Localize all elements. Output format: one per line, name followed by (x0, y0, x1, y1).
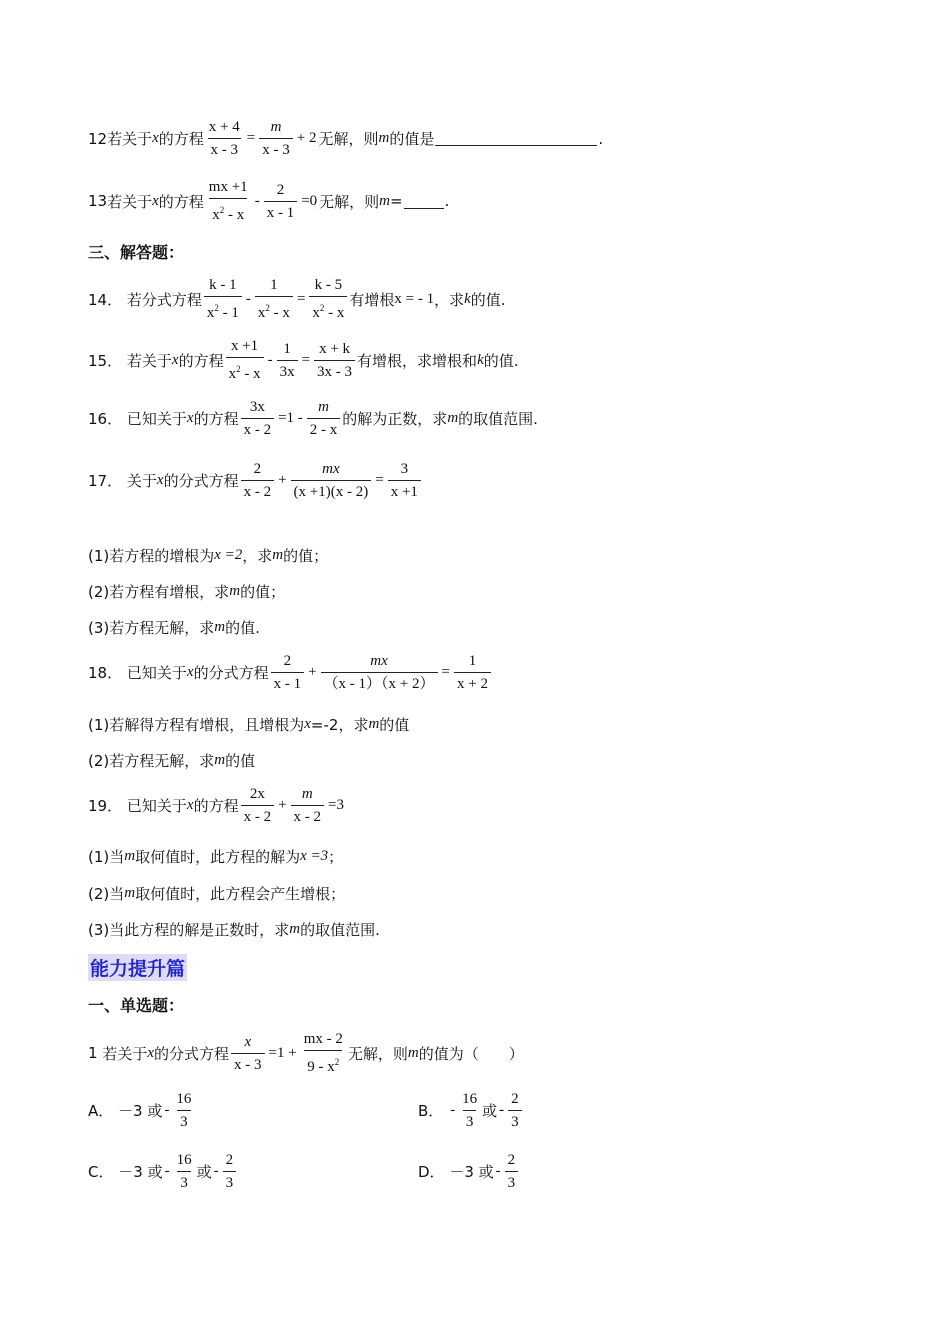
variable: m (289, 921, 301, 937)
text: 的值. (483, 351, 519, 370)
minus: - (499, 1102, 505, 1118)
question-number: 15． (88, 351, 123, 370)
variable: x (171, 351, 179, 368)
root-expression: x =2 (214, 547, 243, 563)
root-expression: x =3 (300, 848, 329, 864)
root-expression: x = - 1 (394, 290, 435, 307)
numerator: 2 (511, 1091, 519, 1107)
equals: = (246, 130, 256, 146)
equals: = (441, 664, 450, 680)
section-heading: 一、单选题： (88, 996, 185, 1015)
denominator: 3x (277, 360, 298, 381)
variable: m (124, 848, 136, 864)
mc-question-1 (88, 1030, 524, 1076)
text: 的值 (379, 716, 410, 734)
text: 的分式方程 (163, 472, 239, 490)
variable: x (186, 797, 194, 813)
fraction (231, 1033, 265, 1074)
question-19 (88, 785, 346, 826)
fraction (301, 1030, 346, 1076)
text: 的方程 (158, 192, 204, 211)
denominator: 2 - x (307, 418, 341, 439)
denominator-rest: - x (240, 366, 261, 382)
text: 的方程 (193, 410, 239, 428)
variable: m (272, 547, 284, 563)
answer-blank[interactable] (404, 194, 444, 209)
plus: + (308, 664, 317, 680)
numerator: k - 5 (314, 277, 343, 293)
fraction (223, 1151, 237, 1192)
chapter-caption: 能力提升篇 (88, 954, 187, 981)
text: (2)若方程有增根，求 (88, 583, 230, 601)
equals-zero: =0 (301, 192, 318, 209)
denominator: x - 2 (241, 418, 275, 439)
numerator: 2 (507, 1152, 516, 1168)
text: (2)当 (88, 885, 125, 903)
equals: =3 (328, 797, 345, 813)
variable: x (186, 410, 194, 426)
text: 的值 (225, 752, 256, 770)
equals: = (375, 472, 384, 488)
denominator: x - 3 (208, 138, 242, 159)
text: 的值. (470, 290, 506, 309)
denominator: 3 (463, 1110, 477, 1131)
text: －3 或 (449, 1163, 494, 1181)
text: . (444, 192, 450, 210)
equals: = (301, 351, 311, 368)
text: =-2，求 (310, 716, 369, 734)
denominator (304, 1050, 342, 1076)
text: 已知关于 (126, 664, 187, 682)
denominator: x - 2 (291, 805, 325, 826)
text: 的方程 (193, 797, 239, 815)
variable: x (152, 130, 159, 146)
text: 的方程 (178, 351, 224, 370)
fraction (226, 337, 264, 383)
minus: - (164, 1102, 170, 1118)
fraction (307, 398, 341, 439)
plus: + (278, 797, 287, 813)
denominator: x + 2 (454, 672, 491, 693)
fraction (173, 1090, 194, 1131)
denominator-base: x (228, 366, 237, 382)
text: 有增根 (349, 290, 395, 309)
numerator: m (301, 786, 313, 802)
exponent: 2 (214, 303, 219, 313)
exponent: 2 (265, 303, 270, 313)
question-17 (88, 460, 423, 501)
answer-blank[interactable] (435, 131, 597, 146)
plus: + (278, 472, 287, 488)
q19-part-1 (88, 846, 343, 867)
fraction (508, 1090, 522, 1131)
numerator: mx (322, 461, 340, 477)
question-16 (88, 398, 538, 439)
text: (1)若方程的增根为 (88, 547, 215, 565)
minus: - (254, 192, 260, 209)
text: －3 或 (118, 1102, 163, 1120)
variable: m (214, 619, 226, 635)
variable: m (378, 130, 390, 146)
numerator: 3 (400, 461, 409, 477)
variable: m (379, 192, 391, 209)
text: 的解为正数，求 (342, 410, 448, 428)
exponent: 2 (319, 303, 325, 313)
fraction (271, 652, 305, 693)
denominator: x +1 (388, 480, 421, 501)
numerator: 2 (276, 181, 285, 198)
denominator: （x - 1）（x + 2） (321, 672, 438, 693)
denominator (209, 198, 247, 224)
text: 的方程 (158, 130, 204, 148)
numerator: m (318, 399, 329, 415)
text: 已知关于 (126, 797, 187, 815)
fraction (259, 118, 293, 159)
variable: x (147, 1044, 155, 1061)
section-heading: 三、解答题： (88, 243, 185, 262)
exponent: 2 (334, 1057, 340, 1067)
q18-part-2 (88, 750, 255, 771)
numerator: 2 (283, 653, 292, 669)
option-label: C． (88, 1163, 114, 1181)
numerator: x +1 (230, 338, 259, 354)
fraction (264, 181, 298, 222)
option-label: A． (88, 1102, 114, 1120)
question-12 (88, 118, 603, 159)
option-d[interactable] (418, 1151, 520, 1192)
question-14 (88, 276, 506, 322)
question-number: 12 (88, 129, 108, 148)
fraction (505, 1151, 519, 1192)
equals: =1 + (268, 1044, 297, 1061)
denominator: 3 (177, 1171, 191, 1192)
denominator-rest: - x (324, 305, 345, 321)
text: 或 (482, 1102, 498, 1120)
question-number: 16． (88, 410, 123, 428)
variable: m (214, 752, 226, 768)
question-18 (88, 652, 493, 693)
denominator-rest: - x (224, 207, 245, 223)
text: 的分式方程 (193, 664, 269, 682)
numerator: m (270, 119, 282, 135)
question-number: 1 (88, 1044, 98, 1062)
fraction (206, 118, 243, 159)
question-15 (88, 337, 519, 383)
exponent: 2 (236, 364, 241, 374)
numerator: mx (370, 653, 388, 669)
denominator: 3 (223, 1171, 237, 1192)
text: 若关于 (126, 351, 172, 370)
text: (3)若方程无解，求 (88, 619, 215, 637)
variable: x (186, 664, 194, 680)
text: 无解，则 (347, 1044, 408, 1063)
question-number: 18． (88, 664, 123, 682)
equals: =1 - (278, 410, 303, 426)
text: 若关于 (107, 192, 153, 211)
variable: x (156, 472, 164, 488)
fraction (204, 276, 242, 322)
fraction (255, 276, 293, 322)
denominator: x - 1 (271, 672, 305, 693)
question-13 (88, 178, 449, 224)
text: －3 或 (118, 1163, 163, 1181)
q17-part-2 (88, 581, 285, 602)
numerator: 16 (176, 1091, 192, 1107)
denominator: x - 3 (231, 1053, 265, 1074)
fraction (206, 178, 251, 224)
text: 取何值时，此方程的解为 (135, 848, 301, 866)
text: 若关于 (102, 1044, 148, 1063)
text: 的值； (283, 547, 329, 565)
denominator (204, 296, 242, 322)
text: 取何值时，此方程会产生增根； (135, 885, 346, 903)
minus: - (495, 1163, 501, 1179)
fraction (291, 785, 325, 826)
text: 的取值范围. (300, 921, 380, 939)
question-number: 14． (88, 290, 123, 309)
text: 无解，则 (319, 192, 380, 211)
denominator: 3 (177, 1110, 191, 1131)
minus: - (213, 1163, 219, 1179)
fraction (241, 460, 275, 501)
text: 若关于 (107, 130, 153, 148)
denominator: x - 2 (241, 805, 275, 826)
text: 的取值范围. (458, 410, 538, 428)
q18-part-1 (88, 714, 409, 735)
denominator-base: x (212, 207, 220, 223)
denominator (226, 357, 264, 383)
text: . (598, 129, 604, 148)
fraction (241, 785, 275, 826)
fraction (309, 276, 347, 322)
text: 或 (196, 1163, 212, 1181)
numerator: 2 (253, 461, 262, 477)
plus-term: + 2 (296, 130, 317, 146)
denominator: x - 2 (241, 480, 275, 501)
q17-part-1 (88, 545, 328, 566)
variable: m (447, 410, 459, 426)
q17-part-3 (88, 617, 260, 638)
q19-part-2 (88, 883, 345, 904)
denominator: (x +1)(x - 2) (291, 480, 372, 501)
text: ，求 (242, 547, 273, 565)
option-label: B． (418, 1102, 444, 1120)
question-number: 17． (88, 472, 123, 490)
text: 若分式方程 (126, 290, 202, 309)
numerator: mx - 2 (303, 1031, 343, 1047)
minus: - (267, 351, 273, 368)
fraction (321, 652, 438, 693)
denominator-base: x (257, 305, 266, 321)
variable: x (152, 192, 159, 209)
denominator-base: 9 - x (307, 1059, 335, 1075)
variable: m (229, 583, 241, 599)
numerator: 2x (249, 786, 265, 802)
fraction (454, 652, 491, 693)
numerator: x + 4 (208, 119, 240, 135)
minus: - (450, 1102, 456, 1118)
numerator: 16 (176, 1152, 192, 1168)
option-b[interactable] (418, 1090, 524, 1131)
numerator: 1 (468, 653, 477, 669)
text: 关于 (126, 472, 157, 490)
denominator: 3 (505, 1171, 519, 1192)
q19-part-3 (88, 919, 380, 940)
numerator: k - 1 (209, 277, 237, 293)
variable: m (407, 1044, 419, 1061)
minus: - (245, 290, 251, 307)
denominator: 3 (508, 1110, 522, 1131)
variable: m (124, 885, 136, 901)
text: (2)若方程无解，求 (88, 752, 215, 770)
fraction (459, 1090, 480, 1131)
fraction (174, 1151, 195, 1192)
text: (1)若解得方程有增根，且增根为 (88, 716, 305, 734)
denominator: x - 3 (259, 138, 293, 159)
numerator: mx +1 (208, 179, 248, 195)
numerator: x (244, 1033, 252, 1050)
text: ，求 (434, 290, 465, 309)
fraction (388, 460, 421, 501)
variable: x (304, 716, 311, 732)
numerator: 16 (462, 1091, 478, 1107)
text: 有增根，求增根和 (357, 351, 478, 370)
question-number: 13 (88, 192, 108, 210)
text: ； (328, 848, 344, 866)
variable: k (477, 351, 484, 368)
exponent: 2 (219, 205, 225, 215)
denominator-rest: - 1 (218, 305, 239, 321)
text: 无解，则 (318, 130, 379, 148)
fraction (241, 398, 275, 439)
option-a[interactable] (88, 1090, 196, 1131)
text: 的值； (240, 583, 286, 601)
text: 已知关于 (126, 410, 187, 428)
variable: m (368, 716, 380, 732)
text: 的分式方程 (154, 1044, 230, 1063)
denominator: 3x - 3 (314, 360, 355, 381)
denominator-base: x (206, 305, 215, 321)
denominator (255, 296, 293, 322)
question-number: 19． (88, 797, 123, 815)
fraction (314, 340, 355, 381)
fraction (291, 460, 372, 501)
numerator: 1 (283, 340, 291, 357)
variable: k (464, 290, 471, 307)
numerator: x + k (319, 340, 351, 357)
denominator-rest: - x (269, 305, 290, 321)
denominator-base: x (312, 305, 320, 321)
fraction (277, 340, 298, 381)
text: = (390, 192, 403, 210)
minus: - (164, 1163, 170, 1179)
equals: = (296, 290, 306, 307)
text: 的值是 (389, 130, 435, 148)
text: 的值. (225, 619, 260, 637)
text: 的值为（ ） (418, 1044, 524, 1063)
option-c[interactable] (88, 1151, 238, 1192)
text: (3)当此方程的解是正数时，求 (88, 921, 290, 939)
text: (1)当 (88, 848, 125, 866)
denominator (309, 296, 347, 322)
denominator: x - 1 (264, 201, 298, 222)
option-label: D． (418, 1163, 445, 1181)
numerator: 1 (270, 277, 278, 293)
numerator: 2 (225, 1152, 234, 1168)
numerator: 3x (249, 399, 265, 415)
